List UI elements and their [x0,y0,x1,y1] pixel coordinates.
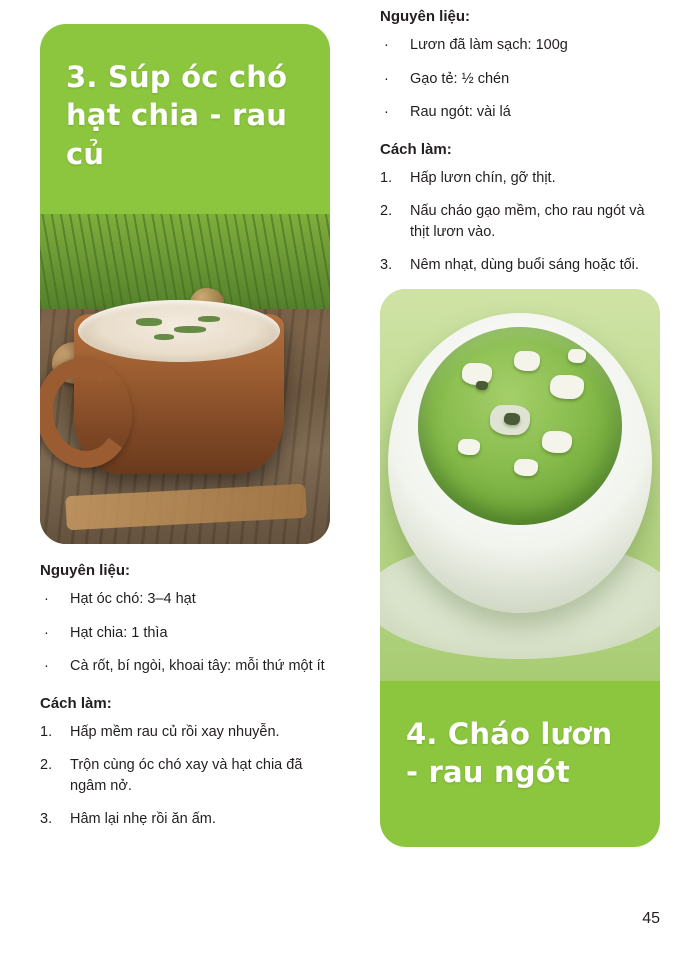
cheese-crumb-icon [514,351,540,371]
right-column [380,0,660,847]
cheese-crumb-icon [504,413,520,425]
photo-background [40,214,330,544]
step-text: Hâm lại nhẹ rồi ăn ấm. [70,811,216,828]
bullet-icon: · [44,658,49,675]
bowl [388,313,652,613]
list-item [380,35,660,56]
list-item [380,102,660,123]
herb-garnish-icon [136,318,162,326]
recipe-3-title-line1: 3. Súp óc chó [66,60,288,94]
recipe-4-steps-list [380,168,660,276]
recipe-4-steps-heading: Cách làm: [380,140,452,158]
cheese-crumb-icon [476,381,488,390]
left-column [40,24,330,843]
green-soup-photo [380,289,660,681]
step-text: Trộn cùng óc chó xay và hạt chia đã ngâm nở. [70,757,303,794]
bullet-icon: · [384,37,389,53]
recipe-4-card [380,289,660,847]
recipe-3-ingredients-list [40,589,330,677]
list-item [40,755,330,796]
bullet-icon: · [384,70,389,87]
cheese-crumb-icon [550,375,584,399]
soup-surface [418,327,622,525]
ingredient-text: Hạt óc chó: 3–4 hạt [70,591,196,607]
bullet-icon: · [44,624,49,641]
bullet-icon: · [384,104,389,121]
list-item [380,201,660,242]
step-text: Hấp lươn chín, gỡ thịt. [410,169,556,186]
recipe-3-card [40,24,330,544]
soup-surface [78,300,280,362]
list-item [380,255,660,276]
cheese-crumb-icon [568,349,586,363]
cheese-crumb-icon [458,439,480,455]
step-number: 3. [40,811,53,828]
step-text: Nấu cháo gạo mềm, cho rau ngót và thịt lươn vào. [410,203,645,240]
step-number: 1. [40,723,53,740]
ingredient-text: Rau ngót: vài lá [410,104,511,121]
list-item [40,722,330,743]
recipe-3-ingredients-heading: Nguyên liệu: [40,562,131,579]
list-item [40,589,330,610]
recipe-3-steps-heading: Cách làm: [40,694,112,712]
herb-garnish-icon [154,334,174,340]
recipe-4-ingredients-heading: Nguyên liệu: [380,8,471,25]
step-number: 2. [380,203,393,220]
ingredient-text: Hạt chia: 1 thìa [70,624,168,641]
cheese-crumb-icon [542,431,572,453]
step-number: 2. [40,757,53,774]
list-item [380,69,660,90]
step-number: 1. [380,169,393,186]
list-item [40,656,330,677]
walnut-soup-photo [40,214,330,544]
cheese-crumb-icon [514,459,538,476]
page-number: 45 [642,910,660,927]
herb-garnish-icon [174,326,206,333]
step-text: Nêm nhạt, dùng buổi sáng hoặc tối. [410,257,639,274]
herb-garnish-icon [198,316,220,322]
recipe-4-ingredients-list [380,35,660,123]
step-text: Hấp mềm rau củ rồi xay nhuyễn. [70,723,280,740]
list-item [40,623,330,644]
recipe-4-title-line2: - rau ngót [406,754,570,789]
bullet-icon: · [44,591,49,607]
recipe-4-title-line1: 4. Cháo lươn [406,716,613,751]
step-number: 3. [380,257,393,274]
recipe-3-title [66,58,306,173]
recipe-4-title [406,715,642,792]
wooden-spoon [65,484,306,531]
recipe-3-steps-list [40,722,330,830]
ingredient-text: Gạo tẻ: ½ chén [410,70,510,87]
list-item [40,809,330,830]
recipe-3-title-line2: hạt chia - rau củ [66,98,288,171]
list-item [380,168,660,189]
ingredient-text: Lươn đã làm sạch: 100g [410,37,568,53]
photo-herbs [40,214,330,309]
ingredient-text: Cà rốt, bí ngòi, khoai tây: mỗi thứ một ít [70,658,325,675]
